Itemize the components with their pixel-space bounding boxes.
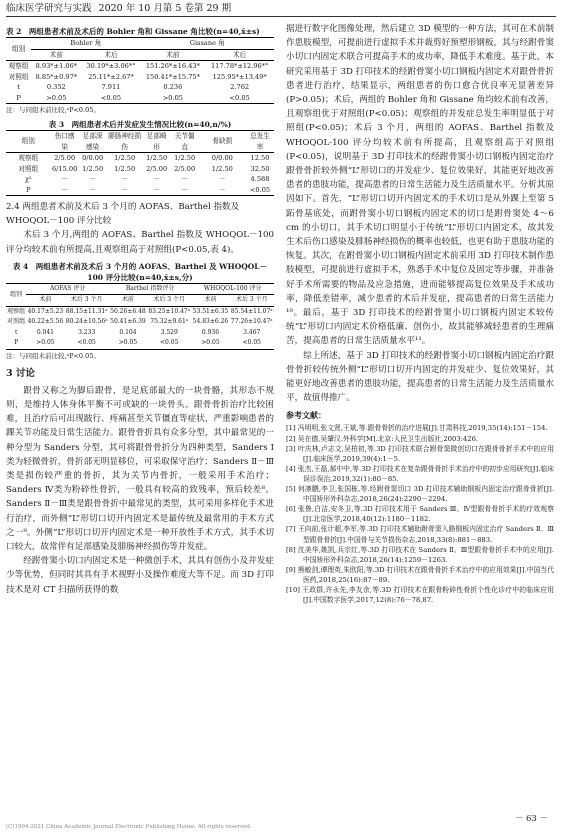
table-row [6,306,274,317]
table-cell: 50.26±6.48 [110,307,146,315]
discussion-heading: 3 讨论 [6,367,35,379]
table-row [6,317,274,328]
table-cell: 观察组 [7,307,26,315]
table-cell: － [61,175,68,183]
left-column [6,26,274,597]
table-cell: 对照组 [8,72,29,81]
table4-subheader: 术前 [39,296,52,304]
table2-caption: 表 2 两组患者术前及术后的 Bohler 角和 Gissane 角比较(n=40,x̄±s) [6,27,260,36]
discussion-paragraph-4: 综上所述，基于 3D 打印技术的经跗骨窦小切口钢板内固定治疗跟骨骨折较传统外侧“L”形切口切开内固定的并发症少、复位效果好，其能更好地改善患者的患肢功能，提高患者的日常生活能力及生活质量水平，故值得推广。 [286,350,554,404]
discussion-paragraph-2: 经跗骨窦小切口内固定术是一种微创手术，其具有创伤小及并发症少等优势，但同时其具有手术视野小及操作难度大等不足。而 3D 打印技术是对 CT 扫描所获得的数 [6,556,274,595]
table-cell: 7.911 [101,83,121,91]
table-cell: 30.19*±3.06*° [86,62,136,70]
table-cell: 1/2.50 [82,164,104,173]
table-row [6,153,274,164]
table-cell: 0.352 [46,83,66,91]
table-row [6,174,274,185]
table-cell: 40.22±5.56 [27,318,64,326]
table2-subheader: 术前 [166,50,180,59]
table-cell: P [26,185,31,194]
table-cell: 32.50 [250,164,270,173]
table3-header: 组别 [21,137,35,146]
table-cell: 3.233 [78,328,96,336]
reference-item: [7] 王向前,张计超,李军,等.3D 打印技术辅助跗骨窦入路钢板内固定治疗 Sanders Ⅱ、Ⅲ型跟骨骨折[J].中国骨与关节损伤杂志,2018,33(8):881－883. [286,525,554,544]
table-row [6,338,274,349]
table-cell: 3.467 [243,328,261,336]
table-cell: － [219,185,226,194]
table-cell: 2/5.00 [146,164,168,173]
table-cell: 0.936 [201,328,220,336]
table-cell: 对照组 [7,318,26,326]
table4-whoqol-header: WHOQOL-100 评分 [191,283,274,295]
table4-note: 注：与同组术前比较,ᵃP<0.05。 [6,351,100,360]
table-cell: 25.11*±2.67* [88,72,134,81]
table-cell: 2/5.00 [174,164,196,173]
references-heading: 参考文献： [286,410,326,421]
table-cell: <0.05 [249,185,271,194]
table-cell: 75.32±9.61ᵃ [150,318,189,326]
table-cell: 1/2.50 [146,154,168,162]
table-cell: － [89,185,96,194]
table-cell: 50.41±6.39 [110,318,146,326]
table3-caption: 表 3 两组患者术后并发症发生情况比较(n=40,n/%) [48,120,232,129]
table-row [6,328,274,339]
table4-caption: 表 4 两组患者术前及术后 3 个月的 AOFAS、Barthel 及 WHOQOL－100 评分比较(n=40,x̄±s,分) [12,261,268,282]
table-cell: 1/2.50 [114,154,136,162]
table-cell: － [89,175,96,183]
table3 [6,130,274,196]
table-cell: >0.05 [201,339,220,347]
table3-header: 足部深感染 [82,132,103,151]
table-cell: 12.50 [250,154,270,162]
table-cell: P [16,93,21,102]
table-cell: 4.588 [250,175,270,183]
table4-subheader: 术后 3 个月 [235,296,268,304]
section-2-4-paragraph: 术后 3 个月,两组的 AOFAS、Barthel 指数及 WHOQOL－100 评分均较术前有所提高,且观察组高于对照组(P<0.05,表 4)。 [6,230,274,255]
table4-subheader: 术后 3 个月 [153,296,186,304]
discussion-paragraph-3: 据进行数字化图像处理，然后建立 3D 模型的一种方法，其可在术前制作患肢模型，可提前进行虚拟手术并裁剪好预塑形钢板，其与经跗骨窦小切口内固定术联合可提高手术的成功率，降低手术难度。基于此，本研究采用基于 3D 打印技术的经跗骨窦小切口钢板内固定术对跟骨骨折患者进行治疗，结果显示，两组患者的伤口愈合优良率无显著差异(P>0.05)；术后，两组的 Bohler 角和 Gissane 角均较术前有改善，且观察组优于对照组(P<0.05)；观察组的并发症总发生率明显低于对照组(P<0.05)；术后 3 个月，两组的 AOFAS、Barthel 指数及 WHOQOL-100 评分均较术前有所提高，且观察组高于对照组(P<0.05)，说明基于 3D 打印技术的经跗骨窦小切口钢板内固定治疗跟骨骨折较外侧“L”形切口的并发症少、复位效果好，其能更好地改善患者的患肢功能，提高患者的日常生活能力及生活质量水平。分析其原因如下。首先，“L”形切口切开内固定术的手术切口是从外踝上至第 5 跖骨基底处，而跗骨窦小切口钢板内固定术的切口是跗骨窦处 4～6 cm 的小切口，其手术切口明显小于传统“L”形切口内固定术，故其发生术后伤口感染及腓肠神经损伤的概率也较低，也更有助于患肢功能的恢复。其次，在跗骨窦小切口钢板内固定术前采用 3D 打印技术制作患肢模型，可提前进行虚拟手术，熟悉手术中复位及固定等步骤，并准备好手术所需要的物品及应急措施，进而能够提高复位效果及手术成功率，降低差错率，减少患者的术后并发症，提高患者的日常生活能力¹⁰。最后，基于 3D 打印技术的经跗骨窦小切口钢板内固定术较传统“L”形切口内固定术价格低廉、创伤小，故其能够减轻患者的生理痛苦，提高患者的日常生活质量水平¹¹。 [286,24,554,347]
references-list [286,423,554,605]
copyright-footer: (C)1994-2021 China Academic Journal Electronic Publishing House. All rights reserved. [6,824,252,830]
table4-subheader: 术后 3 个月 [70,296,103,304]
table3-header: 关节僵直 [174,132,195,151]
table-cell: 2/5.00 [54,154,76,162]
table-cell: 8.85*±0.97* [35,72,78,81]
section-2-4-heading: 2.4 两组患者术前及术后 3 个月的 AOFAS、Barthel 指数及 WHOQOL－100 评分比较 [6,202,240,227]
table-cell: 125.95*±13.49* [212,72,267,81]
table-cell: t [17,83,20,91]
table4-aofas-header: AOFAS 评分 [26,283,109,295]
table2-subheader: 术后 [104,50,118,59]
table-cell: 40.17±5.23 [27,307,64,315]
table-cell: 77.26±10.47ᵃ [230,318,273,326]
table-cell: 53.51±6.35 [192,307,229,315]
reference-item: [5] 何凛鹏,李卫,张国栋,等.经跗骨窦切口 3D 打印技术辅助钢板内固定治疗跟骨骨折[J].中国矫形外科杂志,2018,26(24):2290－2294. [286,485,554,504]
table-cell: >0.05 [118,339,138,347]
table2 [6,37,274,104]
table4-col-group: 组别 [10,290,23,298]
table-cell: <0.05 [229,93,250,102]
table-cell: 3.529 [160,328,178,336]
table-cell: >0.05 [46,93,67,102]
table-cell: 8.93*±1.06* [35,62,78,70]
table-cell: <0.05 [77,339,96,347]
table4-barthel-header: Barthel 指数评分 [109,283,192,295]
table-cell: 88.15±11.31ᵃ [65,307,108,315]
table-cell: － [181,175,188,183]
table-cell: 0/0.00 [211,154,233,162]
table-cell: 观察组 [18,154,39,162]
table2-gissane-header: Gissane 角 [140,38,274,50]
reference-item: [2] 吴在德,吴肇汉.外科学[M].北京:人民卫生出版社,2003:426. [286,434,479,443]
reference-item: [9] 熊敏剑,谭理英,朱欧阳,等.3D 打印技术在跟骨骨折手术治疗中的应用效果[J].中国当代医药,2018,25(16):87－89. [286,565,554,584]
page-number: － 63 － [514,814,548,824]
table-cell: χ² [24,175,32,183]
table-cell: 0.041 [36,328,54,336]
table2-note: 注：与同组术前比较,ᵃP<0.05。 [6,106,100,114]
table-cell: 150.41*±15.75* [145,72,200,81]
reference-item: [1] 冯明明,张文贤,王斌,等.跟骨骨折的治疗进展[J].甘肃科技,2019,35(14):151－154. [286,424,548,433]
table-cell: 0.236 [163,83,183,91]
table-cell: 6/15.00 [51,164,78,173]
table-cell: <0.05 [242,339,261,347]
table-cell: 0.104 [119,328,137,336]
table3-header: 足部畸形 [146,132,167,151]
table-cell: <0.05 [160,339,179,347]
table-cell: 观察组 [8,62,29,70]
table-cell: － [121,185,128,194]
table2-col-group: 组别 [12,44,26,53]
table-cell: 83.25±10.47ᵃ [148,307,191,315]
table3-header: 骨缺损 [212,137,233,146]
journal-name: 临床医学研究与实践 [6,3,92,14]
table-row [6,185,274,196]
table-cell: 1/2.50 [174,154,196,162]
table-cell: <0.05 [100,93,122,102]
table-cell: － [153,185,160,194]
table-cell: 对照组 [18,164,39,173]
table2-subheader: 术后 [233,50,247,59]
table-row [6,82,274,93]
table3-header: 伤口感染 [54,132,75,151]
table2-subheader: 术前 [49,50,63,59]
table4-subheader: 术前 [204,296,217,304]
issue-info: 2020 年 10 月第 5 卷第 29 期 [98,3,232,14]
table-cell: 117.78*±12.96*° [210,62,269,70]
table-cell: 2.762 [230,83,250,91]
table4-subheader: 术前 [121,296,134,304]
table-cell: >0.05 [36,339,55,347]
table3-header: 腓肠神经损伤 [108,132,142,151]
table-row [6,72,274,83]
table-cell: 54.83±6.26 [192,318,229,326]
table-cell: 1/2.50 [114,164,136,173]
reference-item: [4] 张杰,王磊,郝中中,等.3D 打印技术在复杂跟骨骨折手术治疗中的初步应用研究[J].临床误诊误治,2019,32(1):80－85. [286,464,554,483]
table-cell: － [153,175,160,183]
table-cell: 151.26*±16.43* [145,62,200,70]
discussion-paragraph-1: 跟骨又称之为脚后跟骨，是足底部最大的一块骨骼，其形态不规则，是维持人体身体平衡不可或缺的一块骨头。跟骨骨折治疗比较困难，且治疗后可出现跛行、疼痛甚至关节僵直等症状，严重影响患者的踝关节功能及日常生活能力。跟骨骨折具有众多分型，其中最常见的一种分型为 Sanders 分型，其可将跟骨骨折分为四种类型，Sanders Ⅰ类为轻微骨折，骨折部无明显移位，可采取保守治疗；Sanders Ⅱ－Ⅲ类是损伤较严重的骨折，其为关节内骨折，一般采用手术治疗；Sanders Ⅳ类为粉碎性骨折，一般具有较高的致残率，预后较差⁸。Sanders Ⅱ－Ⅲ类是跟骨骨折中最常见的类型，其可采用多样化手术进行治疗，而外侧“L”形切口切开内固定术是最传统及最常用的手术方式之一⁹。外侧“L”形切口切开内固定术是一种开放性手术方式，其手术切口较大，故常伴有足部感染及腓肠神经损伤等并发症。 [6,385,274,553]
table-cell: 85.54±11.07ᵃ [230,307,273,315]
running-header [6,2,556,17]
table2-bohler-header: Bohler 角 [31,38,140,50]
table-row [6,164,274,175]
table-cell: 0/0.00 [82,154,104,162]
table-row [6,61,274,72]
table-cell: P [14,339,19,347]
table-cell: 1/2.50 [211,164,233,173]
reference-item: [10] 王政群,许永先,李友余,等.3D 打印技术在跟骨粉碎性骨折个性化诊疗中的临床应用[J].中国数字医学,2017,12(8):76－78,87. [286,585,554,605]
reference-item: [8] 沈美华,姚凯,兵宗红,等.3D 打印技术在 Sanders Ⅱ、Ⅲ型跟骨骨折手术中的应用[J].中国矫形外科杂志,2018,26(14):1259－1263. [286,545,554,564]
table-cell: － [219,175,226,183]
table-cell: － [121,175,128,183]
right-column [286,22,554,605]
table-cell: 80.24±10.56ᵃ [65,318,108,326]
reference-item: [6] 张鲁,白洁,安冬卫,等.3D 打印技术用于 Sanders Ⅲ、Ⅳ型跟骨骨折手术的疗效观察[J].北京医学,2018,40(12):1180－1182. [286,505,554,524]
table-row [6,93,274,104]
table-cell: >0.05 [162,93,183,102]
reference-item: [3] 叶庆林,卢志文,吴柏初,等.3D 打印技术联合跗骨窦微创切口在跟骨骨折手术中的应用[J].临床医学,2019,39(4):1－5. [286,444,554,463]
table4 [6,283,274,350]
table-cell: － [181,185,188,194]
table-cell: － [61,185,68,194]
table-cell: t [14,328,18,336]
table3-header: 总发生率 [250,132,270,151]
